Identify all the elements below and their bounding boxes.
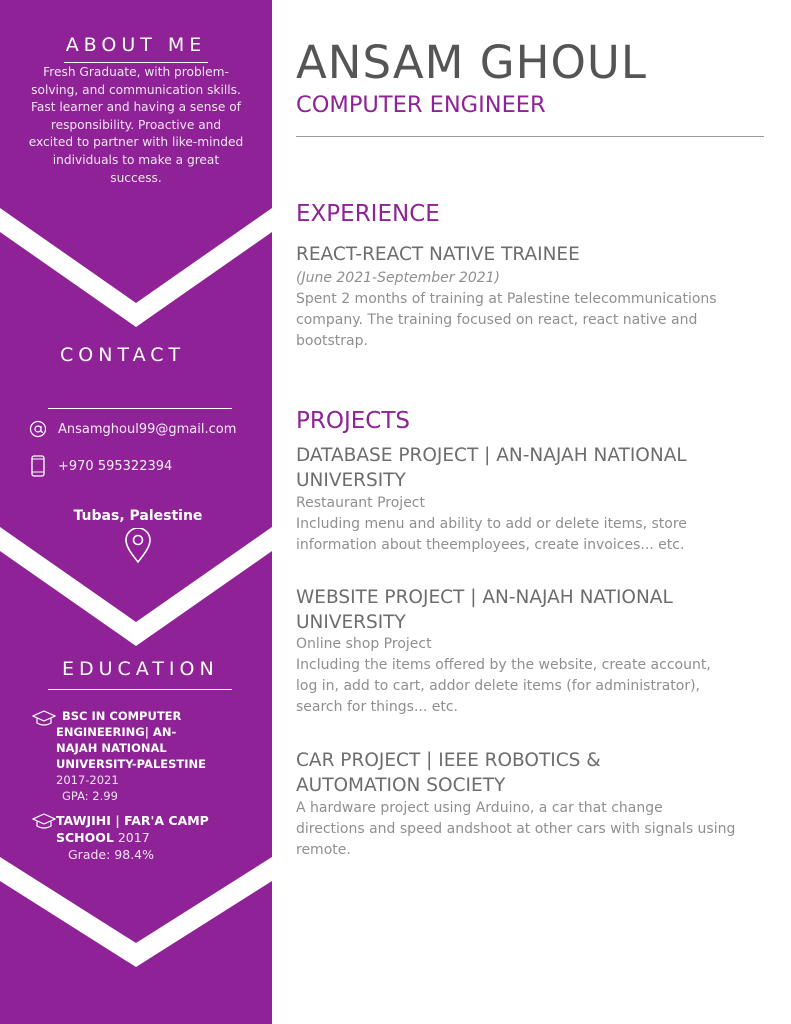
project-title-website: WEBSITE PROJECT | AN-NAJAH NATIONAL UNIVERSITY xyxy=(296,587,673,633)
contact-phone-row[interactable] xyxy=(28,455,172,477)
at-sign-icon xyxy=(28,420,48,438)
experience-title: EXPERIENCE xyxy=(296,201,440,227)
about-divider xyxy=(64,62,208,63)
projects-title: PROJECTS xyxy=(296,408,410,434)
experience-role: REACT-REACT NATIVE TRAINEE xyxy=(296,244,580,265)
header-divider xyxy=(296,136,764,137)
contact-location: Tubas, Palestine xyxy=(73,508,203,524)
contact-phone[interactable]: +970 595322394 xyxy=(58,458,173,474)
project-description-database: Including menu and ability to add or delete items, store information about theemployees, create invoices... etc. xyxy=(296,516,687,553)
contact-divider xyxy=(48,408,232,409)
contact-email[interactable]: Ansamghoul99@gmail.com xyxy=(58,421,237,437)
contact-title: CONTACT xyxy=(60,344,186,366)
project-title-database: DATABASE PROJECT | AN-NAJAH NATIONAL UNIVERSITY xyxy=(296,445,687,491)
experience-description: Spent 2 months of training at Palestine telecommunications company. The training focused on react, react native and bootstrap. xyxy=(296,291,717,349)
education-item-bsc: BSC IN COMPUTER ENGINEERING| AN- NAJAH NATIONAL UNIVERSITY-PALESTINE 2017-2021 GPA: 2.99 xyxy=(56,709,207,803)
page-title: ANSAM GHOUL xyxy=(296,36,647,89)
project-subtitle-database: Restaurant Project xyxy=(296,495,425,511)
education-title: EDUCATION xyxy=(62,658,219,680)
education-item-tawjihi: TAWJIHI | FAR'A CAMP SCHOOL 2017 Grade: 98.4% xyxy=(56,813,209,862)
location-pin-icon xyxy=(122,528,154,564)
project-description-website: Including the items offered by the website, create account, log in, add to cart, addor delete items (for administrator), search for things... etc. xyxy=(296,657,711,715)
project-description-car: A hardware project using Arduino, a car that change directions and speed andshoot at other cars with signals using remote. xyxy=(296,800,736,858)
about-title: ABOUT ME xyxy=(65,34,207,56)
job-title: COMPUTER ENGINEER xyxy=(296,92,546,118)
education-divider xyxy=(48,689,232,690)
project-title-car: CAR PROJECT | IEEE ROBOTICS & AUTOMATION SOCIETY xyxy=(296,750,601,796)
project-subtitle-website: Online shop Project xyxy=(296,636,432,652)
contact-email-row[interactable] xyxy=(28,420,236,438)
experience-dates: (June 2021-September 2021) xyxy=(296,270,501,286)
about-text: Fresh Graduate, with problem- solving, and communication skills. Fast learner and having a sense of responsibility. Proactive and excited to partner with like-minded individuals to make a great success. xyxy=(28,65,244,185)
phone-icon xyxy=(28,455,48,477)
